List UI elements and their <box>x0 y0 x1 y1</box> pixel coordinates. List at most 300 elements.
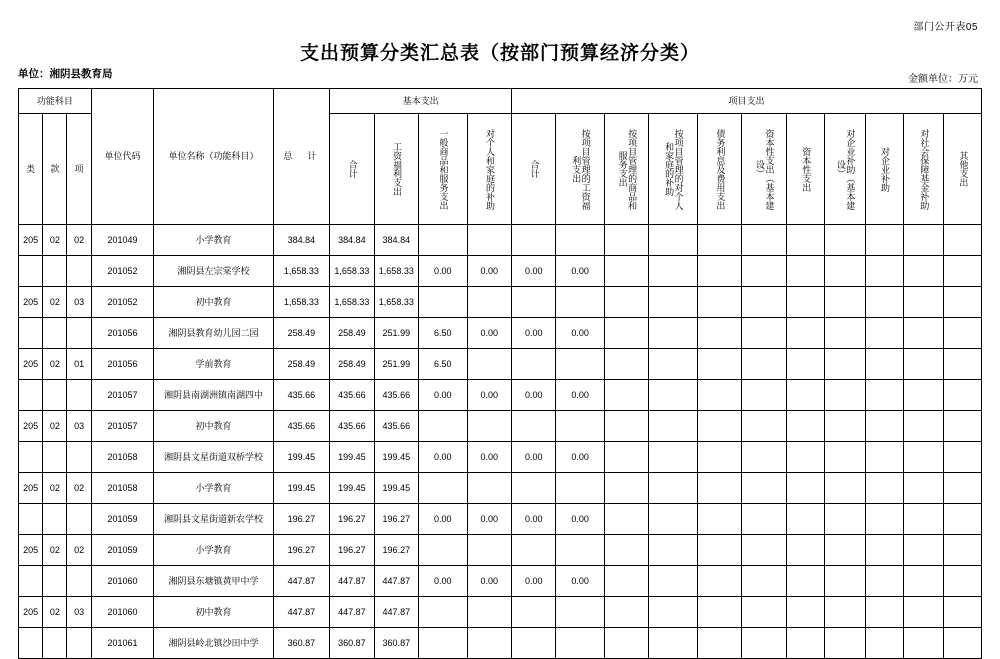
cell-project-0: 0.00 <box>512 256 556 287</box>
unit-label: 单位：湘阴县教育局 <box>18 68 113 80</box>
cell-project-6 <box>786 256 824 287</box>
cell-project-3 <box>649 504 697 535</box>
cell-grand-total: 447.87 <box>273 597 330 628</box>
cell-unit-code: 201049 <box>91 225 154 256</box>
cell-basic-2 <box>419 597 467 628</box>
cell-project-2 <box>604 628 648 659</box>
cell-project-3 <box>649 256 697 287</box>
cell-basic-2: 6.50 <box>419 349 467 380</box>
cell-project-4 <box>697 411 741 442</box>
header-project-col-9: 对社会保障基金补助 <box>903 114 943 225</box>
cell-grand-total: 1,658.33 <box>273 287 330 318</box>
cell-project-9 <box>903 597 943 628</box>
cell-project-7 <box>825 597 865 628</box>
cell-basic-0: 447.87 <box>330 597 374 628</box>
cell-project-6 <box>786 411 824 442</box>
header-grand-total: 总 计 <box>273 89 330 225</box>
cell-project-10 <box>944 473 982 504</box>
cell-project-0: 0.00 <box>512 442 556 473</box>
header-project-col-6: 资本性支出 <box>786 114 824 225</box>
cell-project-5 <box>742 566 786 597</box>
cell-project-6 <box>786 349 824 380</box>
cell-unit-code: 201059 <box>91 504 154 535</box>
cell-class: 205 <box>19 597 43 628</box>
cell-unit-name: 初中教育 <box>154 287 273 318</box>
cell-basic-0: 435.66 <box>330 411 374 442</box>
cell-basic-1: 196.27 <box>374 504 418 535</box>
cell-basic-3 <box>467 597 511 628</box>
cell-project-10 <box>944 597 982 628</box>
cell-class: 205 <box>19 535 43 566</box>
cell-basic-0: 199.45 <box>330 442 374 473</box>
cell-basic-3: 0.00 <box>467 504 511 535</box>
cell-project-0: 0.00 <box>512 566 556 597</box>
cell-project-8 <box>865 411 903 442</box>
cell-basic-1: 199.45 <box>374 442 418 473</box>
cell-basic-0: 258.49 <box>330 349 374 380</box>
header-basic-col-2: 一般商品和服务支出 <box>419 114 467 225</box>
cell-project-9 <box>903 504 943 535</box>
cell-project-3 <box>649 411 697 442</box>
cell-project-0 <box>512 287 556 318</box>
cell-project-6 <box>786 318 824 349</box>
cell-project-9 <box>903 566 943 597</box>
cell-project-8 <box>865 225 903 256</box>
cell-project-4 <box>697 566 741 597</box>
cell-project-1 <box>556 597 604 628</box>
cell-project-0 <box>512 535 556 566</box>
table-row <box>19 287 982 318</box>
cell-project-4 <box>697 380 741 411</box>
cell-grand-total: 258.49 <box>273 349 330 380</box>
cell-basic-0: 1,658.33 <box>330 287 374 318</box>
cell-grand-total: 435.66 <box>273 411 330 442</box>
cell-project-10 <box>944 411 982 442</box>
cell-unit-name: 初中教育 <box>154 411 273 442</box>
cell-basic-2 <box>419 287 467 318</box>
cell-project-6 <box>786 287 824 318</box>
header-basic-expenditure: 基本支出 <box>330 89 512 114</box>
cell-project-3 <box>649 349 697 380</box>
cell-project-5 <box>742 225 786 256</box>
cell-unit-code: 201058 <box>91 473 154 504</box>
cell-basic-1: 251.99 <box>374 318 418 349</box>
cell-project-3 <box>649 225 697 256</box>
cell-project-9 <box>903 442 943 473</box>
cell-project-5 <box>742 473 786 504</box>
cell-unit-name: 湘阴县文星街道新农学校 <box>154 504 273 535</box>
cell-project-7 <box>825 225 865 256</box>
cell-basic-3: 0.00 <box>467 256 511 287</box>
cell-project-2 <box>604 473 648 504</box>
cell-basic-3 <box>467 225 511 256</box>
header-project-col-5: 资本性支出（基本建设） <box>742 114 786 225</box>
cell-class <box>19 566 43 597</box>
cell-unit-code: 201061 <box>91 628 154 659</box>
cell-project-3 <box>649 535 697 566</box>
cell-project-5 <box>742 287 786 318</box>
cell-project-0 <box>512 411 556 442</box>
cell-unit-code: 201056 <box>91 318 154 349</box>
cell-basic-3 <box>467 349 511 380</box>
cell-section: 02 <box>43 349 67 380</box>
cell-item: 03 <box>67 597 91 628</box>
cell-project-9 <box>903 411 943 442</box>
cell-basic-0: 196.27 <box>330 504 374 535</box>
cell-project-2 <box>604 380 648 411</box>
cell-project-2 <box>604 349 648 380</box>
cell-project-3 <box>649 628 697 659</box>
cell-project-4 <box>697 628 741 659</box>
cell-class <box>19 380 43 411</box>
cell-project-4 <box>697 318 741 349</box>
cell-project-3 <box>649 566 697 597</box>
table-row <box>19 442 982 473</box>
cell-section: 02 <box>43 287 67 318</box>
cell-grand-total: 199.45 <box>273 473 330 504</box>
cell-project-4 <box>697 473 741 504</box>
cell-basic-3: 0.00 <box>467 318 511 349</box>
cell-unit-code: 201057 <box>91 411 154 442</box>
cell-project-0: 0.00 <box>512 318 556 349</box>
cell-basic-2 <box>419 628 467 659</box>
cell-project-7 <box>825 504 865 535</box>
cell-item <box>67 380 91 411</box>
cell-project-4 <box>697 349 741 380</box>
table-row <box>19 566 982 597</box>
cell-basic-2 <box>419 225 467 256</box>
cell-project-9 <box>903 287 943 318</box>
cell-project-7 <box>825 318 865 349</box>
cell-section <box>43 256 67 287</box>
cell-basic-3 <box>467 287 511 318</box>
cell-project-6 <box>786 628 824 659</box>
cell-grand-total: 199.45 <box>273 442 330 473</box>
cell-project-10 <box>944 535 982 566</box>
cell-basic-1: 199.45 <box>374 473 418 504</box>
cell-project-4 <box>697 287 741 318</box>
header-function-subject: 功能科目 <box>19 89 92 114</box>
cell-item <box>67 566 91 597</box>
cell-project-4 <box>697 504 741 535</box>
cell-project-6 <box>786 225 824 256</box>
cell-basic-3: 0.00 <box>467 442 511 473</box>
cell-project-5 <box>742 380 786 411</box>
table-row <box>19 256 982 287</box>
cell-project-8 <box>865 504 903 535</box>
cell-project-1: 0.00 <box>556 318 604 349</box>
cell-project-8 <box>865 566 903 597</box>
cell-basic-0: 1,658.33 <box>330 256 374 287</box>
cell-basic-1: 251.99 <box>374 349 418 380</box>
cell-project-3 <box>649 287 697 318</box>
cell-basic-0: 435.66 <box>330 380 374 411</box>
cell-project-3 <box>649 597 697 628</box>
cell-class: 205 <box>19 287 43 318</box>
cell-project-1: 0.00 <box>556 566 604 597</box>
cell-project-8 <box>865 442 903 473</box>
header-project-col-1: 按项目管理的工资福利支出 <box>556 114 604 225</box>
cell-project-8 <box>865 318 903 349</box>
cell-project-5 <box>742 597 786 628</box>
cell-class <box>19 318 43 349</box>
cell-unit-code: 201058 <box>91 442 154 473</box>
cell-unit-name: 湘阴县东塘镇黄甲中学 <box>154 566 273 597</box>
cell-project-8 <box>865 473 903 504</box>
cell-item: 01 <box>67 349 91 380</box>
cell-basic-3: 0.00 <box>467 566 511 597</box>
cell-project-8 <box>865 287 903 318</box>
cell-project-8 <box>865 628 903 659</box>
header-row-1 <box>19 89 982 114</box>
cell-project-7 <box>825 442 865 473</box>
cell-project-7 <box>825 380 865 411</box>
cell-grand-total: 258.49 <box>273 318 330 349</box>
cell-class <box>19 442 43 473</box>
header-section: 款 <box>43 114 67 225</box>
cell-item: 02 <box>67 535 91 566</box>
cell-basic-1: 447.87 <box>374 597 418 628</box>
cell-section <box>43 442 67 473</box>
table-row <box>19 504 982 535</box>
cell-project-1 <box>556 628 604 659</box>
cell-project-5 <box>742 411 786 442</box>
cell-project-0: 0.00 <box>512 380 556 411</box>
cell-project-2 <box>604 535 648 566</box>
amount-unit-label: 金额单位：万元 <box>908 74 978 85</box>
cell-grand-total: 435.66 <box>273 380 330 411</box>
table-row <box>19 473 982 504</box>
cell-section <box>43 318 67 349</box>
cell-class: 205 <box>19 473 43 504</box>
cell-project-10 <box>944 318 982 349</box>
cell-item <box>67 628 91 659</box>
cell-project-5 <box>742 628 786 659</box>
cell-project-5 <box>742 504 786 535</box>
cell-project-6 <box>786 504 824 535</box>
cell-project-10 <box>944 225 982 256</box>
cell-project-4 <box>697 442 741 473</box>
cell-project-9 <box>903 473 943 504</box>
cell-section: 02 <box>43 225 67 256</box>
cell-basic-2: 0.00 <box>419 256 467 287</box>
cell-project-1 <box>556 473 604 504</box>
cell-grand-total: 447.87 <box>273 566 330 597</box>
header-basic-col-3: 对个人和家庭的补助 <box>467 114 511 225</box>
cell-section: 02 <box>43 473 67 504</box>
cell-project-1: 0.00 <box>556 256 604 287</box>
header-project-col-10: 其他支出 <box>944 114 982 225</box>
cell-unit-code: 201057 <box>91 380 154 411</box>
cell-section <box>43 380 67 411</box>
cell-basic-2: 0.00 <box>419 442 467 473</box>
cell-project-5 <box>742 535 786 566</box>
cell-project-2 <box>604 597 648 628</box>
table-row <box>19 535 982 566</box>
cell-project-5 <box>742 442 786 473</box>
cell-grand-total: 196.27 <box>273 535 330 566</box>
cell-project-3 <box>649 442 697 473</box>
cell-unit-name: 小学教育 <box>154 535 273 566</box>
budget-table-body <box>19 225 982 659</box>
cell-project-5 <box>742 349 786 380</box>
cell-grand-total: 360.87 <box>273 628 330 659</box>
cell-project-4 <box>697 225 741 256</box>
cell-basic-1: 360.87 <box>374 628 418 659</box>
cell-project-9 <box>903 225 943 256</box>
cell-section <box>43 566 67 597</box>
cell-basic-1: 1,658.33 <box>374 287 418 318</box>
cell-class <box>19 256 43 287</box>
cell-unit-name: 小学教育 <box>154 225 273 256</box>
cell-unit-name: 湘阴县南湖洲镇南湖四中 <box>154 380 273 411</box>
cell-project-9 <box>903 380 943 411</box>
cell-project-0 <box>512 597 556 628</box>
cell-basic-0: 360.87 <box>330 628 374 659</box>
cell-basic-3 <box>467 411 511 442</box>
cell-basic-0: 384.84 <box>330 225 374 256</box>
cell-section: 02 <box>43 597 67 628</box>
cell-project-8 <box>865 256 903 287</box>
cell-basic-2 <box>419 473 467 504</box>
cell-basic-3 <box>467 473 511 504</box>
cell-item: 03 <box>67 411 91 442</box>
cell-project-10 <box>944 380 982 411</box>
cell-project-8 <box>865 380 903 411</box>
cell-basic-3: 0.00 <box>467 380 511 411</box>
cell-project-7 <box>825 411 865 442</box>
header-project-col-0: 合计 <box>512 114 556 225</box>
cell-section <box>43 628 67 659</box>
cell-item: 02 <box>67 225 91 256</box>
cell-section <box>43 504 67 535</box>
cell-project-6 <box>786 566 824 597</box>
cell-grand-total: 196.27 <box>273 504 330 535</box>
page-title: 支出预算分类汇总表（按部门预算经济分类） <box>299 43 700 64</box>
cell-project-2 <box>604 225 648 256</box>
cell-grand-total: 384.84 <box>273 225 330 256</box>
cell-project-4 <box>697 535 741 566</box>
header-project-expenditure: 项目支出 <box>512 89 982 114</box>
cell-basic-2: 6.50 <box>419 318 467 349</box>
cell-project-1 <box>556 535 604 566</box>
cell-basic-1: 447.87 <box>374 566 418 597</box>
cell-basic-1: 384.84 <box>374 225 418 256</box>
cell-project-2 <box>604 256 648 287</box>
cell-project-2 <box>604 566 648 597</box>
cell-project-10 <box>944 504 982 535</box>
table-row <box>19 628 982 659</box>
cell-project-5 <box>742 318 786 349</box>
cell-project-4 <box>697 256 741 287</box>
cell-project-0 <box>512 473 556 504</box>
cell-project-2 <box>604 318 648 349</box>
cell-class: 205 <box>19 349 43 380</box>
header-project-col-4: 债务利息及费用支出 <box>697 114 741 225</box>
cell-project-7 <box>825 256 865 287</box>
cell-basic-2 <box>419 535 467 566</box>
cell-project-2 <box>604 504 648 535</box>
cell-project-6 <box>786 535 824 566</box>
cell-basic-2 <box>419 411 467 442</box>
cell-basic-1: 435.66 <box>374 380 418 411</box>
budget-table-wrapper <box>18 88 982 659</box>
cell-project-8 <box>865 597 903 628</box>
table-row <box>19 318 982 349</box>
cell-project-9 <box>903 628 943 659</box>
cell-class <box>19 504 43 535</box>
cell-basic-3 <box>467 628 511 659</box>
cell-basic-0: 258.49 <box>330 318 374 349</box>
cell-project-9 <box>903 256 943 287</box>
cell-unit-code: 201052 <box>91 256 154 287</box>
cell-project-7 <box>825 628 865 659</box>
cell-item: 03 <box>67 287 91 318</box>
cell-project-7 <box>825 349 865 380</box>
cell-project-7 <box>825 473 865 504</box>
cell-basic-2: 0.00 <box>419 504 467 535</box>
cell-project-9 <box>903 535 943 566</box>
cell-item: 02 <box>67 473 91 504</box>
budget-table <box>18 88 982 659</box>
cell-basic-2: 0.00 <box>419 566 467 597</box>
cell-project-7 <box>825 287 865 318</box>
cell-item <box>67 504 91 535</box>
table-row <box>19 380 982 411</box>
header-basic-col-1: 工资福利支出 <box>374 114 418 225</box>
cell-basic-1: 196.27 <box>374 535 418 566</box>
header-item: 项 <box>67 114 91 225</box>
cell-project-2 <box>604 442 648 473</box>
table-row <box>19 349 982 380</box>
cell-basic-1: 1,658.33 <box>374 256 418 287</box>
cell-unit-code: 201060 <box>91 597 154 628</box>
cell-project-10 <box>944 287 982 318</box>
cell-project-5 <box>742 256 786 287</box>
cell-unit-name: 小学教育 <box>154 473 273 504</box>
cell-basic-0: 196.27 <box>330 535 374 566</box>
cell-project-3 <box>649 318 697 349</box>
cell-project-7 <box>825 535 865 566</box>
cell-project-0: 0.00 <box>512 504 556 535</box>
header-unit-code: 单位代码 <box>91 89 154 225</box>
cell-class: 205 <box>19 225 43 256</box>
table-row <box>19 411 982 442</box>
cell-unit-code: 201052 <box>91 287 154 318</box>
cell-project-0 <box>512 349 556 380</box>
cell-project-6 <box>786 597 824 628</box>
cell-unit-name: 湘阴县文星街道双桥学校 <box>154 442 273 473</box>
cell-project-1 <box>556 287 604 318</box>
cell-section: 02 <box>43 411 67 442</box>
cell-project-1: 0.00 <box>556 442 604 473</box>
cell-class <box>19 628 43 659</box>
cell-project-6 <box>786 442 824 473</box>
cell-project-0 <box>512 225 556 256</box>
cell-project-9 <box>903 349 943 380</box>
cell-basic-1: 435.66 <box>374 411 418 442</box>
cell-item <box>67 256 91 287</box>
cell-project-9 <box>903 318 943 349</box>
cell-project-1 <box>556 411 604 442</box>
cell-project-2 <box>604 411 648 442</box>
cell-project-8 <box>865 349 903 380</box>
cell-project-1: 0.00 <box>556 504 604 535</box>
cell-project-7 <box>825 566 865 597</box>
cell-project-2 <box>604 287 648 318</box>
form-code: 部门公开表05 <box>913 22 978 33</box>
cell-project-1 <box>556 225 604 256</box>
